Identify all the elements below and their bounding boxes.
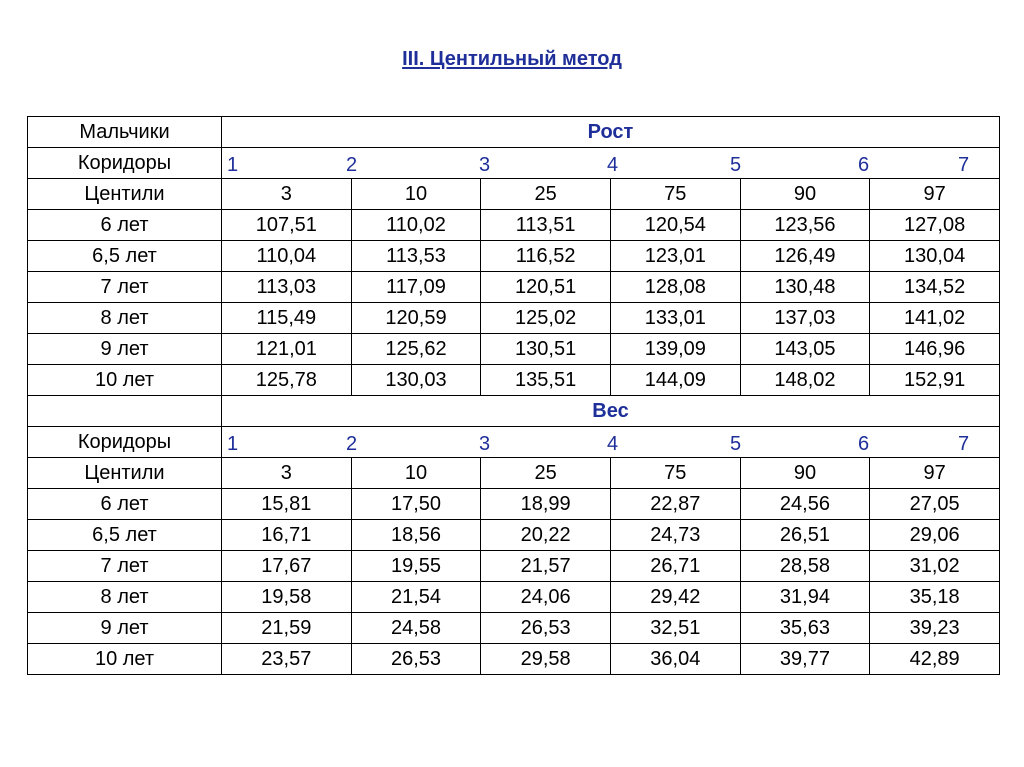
centile-table [27,116,1000,675]
corridor-number: 7 [958,433,970,455]
table-row [28,272,1000,303]
value-cell: 17,50 [351,489,481,520]
value-cell: 120,51 [481,272,611,303]
value-cell: 35,18 [870,582,1000,613]
value-cell: 130,03 [351,365,481,396]
value-cell: 113,53 [351,241,481,272]
value-cell: 17,67 [222,551,352,582]
value-cell: 123,01 [610,241,740,272]
value-cell: 146,96 [870,334,1000,365]
value-cell: 141,02 [870,303,1000,334]
table-row [28,644,1000,675]
table-row [28,489,1000,520]
age-label: 6 лет [28,210,222,241]
value-cell: 107,51 [222,210,352,241]
value-cell: 28,58 [740,551,870,582]
value-cell: 15,81 [222,489,352,520]
centile-header-cell: 10 [351,179,481,210]
value-cell: 24,73 [610,520,740,551]
value-cell: 23,57 [222,644,352,675]
age-label: 6,5 лет [28,241,222,272]
value-cell: 139,09 [610,334,740,365]
value-cell: 35,63 [740,613,870,644]
corridor-number: 6 [858,154,870,176]
value-cell: 26,51 [740,520,870,551]
table-row [28,365,1000,396]
table-row [28,551,1000,582]
weight-heading-row [28,396,1000,427]
value-cell: 27,05 [870,489,1000,520]
value-cell: 42,89 [870,644,1000,675]
value-cell: 120,59 [351,303,481,334]
centile-header-cell: 75 [610,458,740,489]
corridor-number: 1 [227,433,239,455]
corridor-number: 7 [958,154,970,176]
section-heading: Вес [222,396,1000,427]
height-centiles-row [28,179,1000,210]
value-cell: 113,03 [222,272,352,303]
age-label: 6 лет [28,489,222,520]
value-cell: 120,54 [610,210,740,241]
age-label: 9 лет [28,613,222,644]
value-cell: 31,94 [740,582,870,613]
height-heading-row [28,117,1000,148]
age-label: 10 лет [28,644,222,675]
age-label: 9 лет [28,334,222,365]
centile-header-cell: 75 [610,179,740,210]
value-cell: 125,02 [481,303,611,334]
value-cell: 20,22 [481,520,611,551]
value-cell: 19,58 [222,582,352,613]
value-cell: 110,04 [222,241,352,272]
value-cell: 19,55 [351,551,481,582]
age-label: 8 лет [28,303,222,334]
table-row [28,520,1000,551]
value-cell: 130,51 [481,334,611,365]
value-cell: 125,78 [222,365,352,396]
value-cell: 133,01 [610,303,740,334]
value-cell: 144,09 [610,365,740,396]
table-row [28,613,1000,644]
centile-header-cell: 97 [870,458,1000,489]
age-label: 6,5 лет [28,520,222,551]
table-row [28,582,1000,613]
value-cell: 18,99 [481,489,611,520]
corridor-number: 2 [346,154,358,176]
value-cell: 18,56 [351,520,481,551]
value-cell: 134,52 [870,272,1000,303]
corridor-number: 5 [730,433,742,455]
corridor-number: 1 [227,154,239,176]
centile-header-cell: 10 [351,458,481,489]
row-label: Коридоры [28,427,222,458]
corridor-number: 5 [730,154,742,176]
value-cell: 29,06 [870,520,1000,551]
value-cell: 130,04 [870,241,1000,272]
page-title: III. Центильный метод [402,48,622,70]
value-cell: 29,58 [481,644,611,675]
centile-header-cell: 3 [222,458,352,489]
value-cell: 137,03 [740,303,870,334]
value-cell: 39,77 [740,644,870,675]
table-row [28,334,1000,365]
value-cell: 117,09 [351,272,481,303]
value-cell: 31,02 [870,551,1000,582]
value-cell: 152,91 [870,365,1000,396]
row-label: Коридоры [28,148,222,179]
height-corridors-row [28,148,1000,179]
value-cell: 36,04 [610,644,740,675]
value-cell: 121,01 [222,334,352,365]
row-label: Мальчики [28,117,222,148]
value-cell: 128,08 [610,272,740,303]
value-cell: 39,23 [870,613,1000,644]
value-cell: 22,87 [610,489,740,520]
value-cell: 21,59 [222,613,352,644]
value-cell: 135,51 [481,365,611,396]
corridor-number: 2 [346,433,358,455]
value-cell: 26,53 [481,613,611,644]
centile-table-body [28,117,1000,675]
row-label [28,396,222,427]
value-cell: 116,52 [481,241,611,272]
value-cell: 127,08 [870,210,1000,241]
value-cell: 26,53 [351,644,481,675]
value-cell: 113,51 [481,210,611,241]
value-cell: 126,49 [740,241,870,272]
row-label: Центили [28,458,222,489]
corridor-number: 3 [479,433,491,455]
centile-header-cell: 90 [740,179,870,210]
section-heading: Рост [222,117,1000,148]
centile-header-cell: 97 [870,179,1000,210]
centile-header-cell: 25 [481,458,611,489]
centile-header-cell: 25 [481,179,611,210]
value-cell: 16,71 [222,520,352,551]
corridor-numbers [222,148,1000,179]
value-cell: 130,48 [740,272,870,303]
corridor-number: 4 [607,433,619,455]
value-cell: 32,51 [610,613,740,644]
weight-centiles-row [28,458,1000,489]
value-cell: 110,02 [351,210,481,241]
corridor-numbers [222,427,1000,458]
value-cell: 21,54 [351,582,481,613]
row-label: Центили [28,179,222,210]
age-label: 7 лет [28,272,222,303]
corridor-number: 3 [479,154,491,176]
value-cell: 21,57 [481,551,611,582]
value-cell: 24,58 [351,613,481,644]
value-cell: 115,49 [222,303,352,334]
value-cell: 143,05 [740,334,870,365]
centile-header-cell: 3 [222,179,352,210]
corridor-number: 4 [607,154,619,176]
table-row [28,241,1000,272]
value-cell: 29,42 [610,582,740,613]
value-cell: 148,02 [740,365,870,396]
value-cell: 24,06 [481,582,611,613]
corridor-number: 6 [858,433,870,455]
value-cell: 123,56 [740,210,870,241]
table-row [28,303,1000,334]
age-label: 10 лет [28,365,222,396]
value-cell: 24,56 [740,489,870,520]
value-cell: 26,71 [610,551,740,582]
age-label: 7 лет [28,551,222,582]
table-row [28,210,1000,241]
centile-header-cell: 90 [740,458,870,489]
weight-corridors-row [28,427,1000,458]
value-cell: 125,62 [351,334,481,365]
age-label: 8 лет [28,582,222,613]
